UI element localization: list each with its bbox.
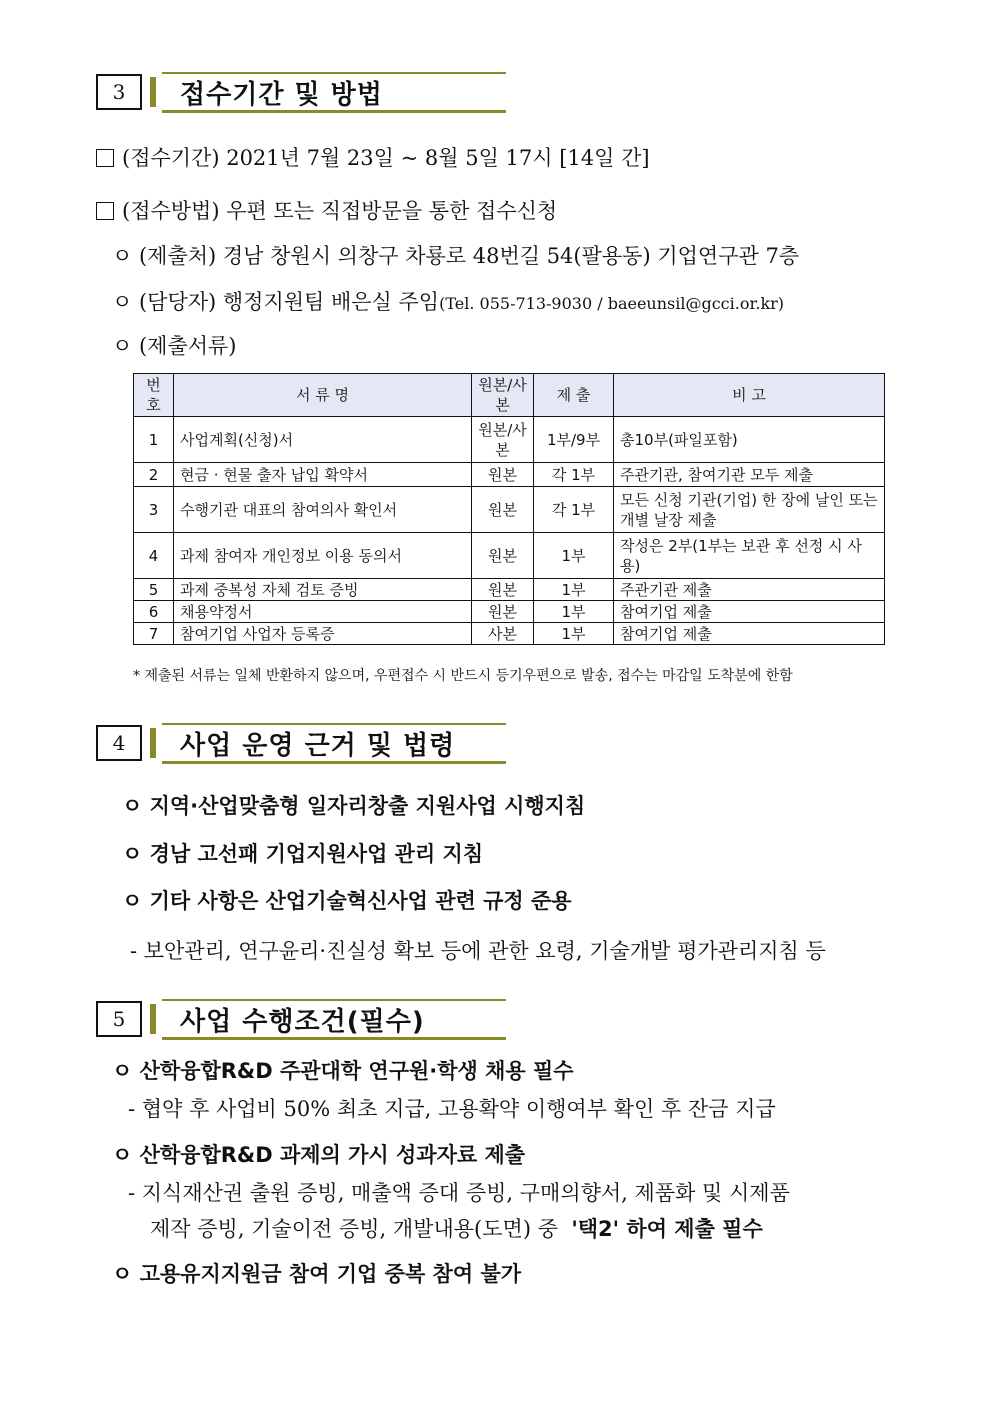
table-footnote: * 제출된 서류는 일체 반환하지 않으며, 우편접수 시 반드시 등기우편으로 발송, 접수는 마감일 도착분에 한함 [133,668,793,684]
row-type: 원본 [472,533,534,579]
row-name: 채용약정서 [174,601,472,623]
row-submit: 1부 [534,579,614,601]
section5-item1: ㅇ 산학융합R&D 주관대학 연구원·학생 채용 필수 [112,1059,574,1083]
section4-item: ㅇ 기타 사항은 산업기술혁신사업 관련 규정 준용 [122,889,572,913]
submit-place: ㅇ (제출처) 경남 창원시 의창구 차룡로 48번길 54(팔용동) 기업연구관 7층 [112,244,800,268]
section5-item2-sub1: - 지식재산권 출원 증빙, 매출액 증대 증빙, 구매의향서, 제품화 및 시제품 [128,1181,790,1205]
row-type: 원본 [472,463,534,487]
header-name: 서 류 명 [174,374,472,417]
row-submit: 1부/9부 [534,417,614,463]
section4-item: ㅇ 지역·산업맞춤형 일자리창출 지원사업 시행지침 [122,794,586,818]
section5-item2-sub2 [150,1213,763,1243]
row-type: 원본/사본 [472,417,534,463]
table-row [134,533,885,579]
sub2-emphasis: '택2' 하여 제출 필수 [571,1217,763,1241]
row-name: 수행기관 대표의 참여의사 확인서 [174,487,472,533]
section4-sub: - 보안관리, 연구윤리·진실성 확보 등에 관한 요령, 기술개발 평가관리지침 등 [130,939,826,963]
period-text: (접수기간) 2021년 7월 23일 ~ 8월 5일 17시 [14일 간] [122,146,650,170]
section-underline [162,1037,506,1040]
method-text: (접수방법) 우편 또는 직접방문을 통한 접수신청 [122,199,558,223]
row-note: 주관기관 제출 [614,579,885,601]
header-no: 번호 [134,374,174,417]
section-title: 사업 수행조건(필수) [180,1007,425,1037]
period-line [96,142,650,172]
section5-item2: ㅇ 산학융합R&D 과제의 가시 성과자료 제출 [112,1143,526,1167]
header-submit: 제 출 [534,374,614,417]
row-name: 참여기업 사업자 등록증 [174,623,472,645]
section-title: 접수기간 및 방법 [180,80,383,110]
section-overline [162,999,506,1001]
row-submit: 1부 [534,601,614,623]
table-row [134,601,885,623]
header-type: 원본/사본 [472,374,534,417]
row-note: 참여기업 제출 [614,601,885,623]
table-header-row [134,374,885,417]
row-no: 6 [134,601,174,623]
section-title: 사업 운영 근거 및 법령 [180,731,456,761]
documents-label: ㅇ (제출서류) [112,334,237,358]
section-number: 4 [96,725,142,761]
section-number: 5 [96,1001,142,1037]
row-note: 참여기업 제출 [614,623,885,645]
row-note: 총10부(파일포함) [614,417,885,463]
section4-item: ㅇ 경남 고선패 기업지원사업 관리 지침 [122,842,484,866]
section5-item3: ㅇ 고용유지지원금 참여 기업 중복 참여 불가 [112,1262,522,1286]
row-type: 원본 [472,579,534,601]
row-no: 3 [134,487,174,533]
row-submit: 각 1부 [534,487,614,533]
checkbox-square-icon [96,202,114,220]
contact-line [112,286,784,316]
row-note: 모든 신청 기관(기업) 한 장에 날인 또는 개별 날장 제출 [614,487,885,533]
row-no: 7 [134,623,174,645]
table-row [134,463,885,487]
table-row [134,487,885,533]
section5-item1-sub: - 협약 후 사업비 50% 최초 지급, 고용확약 이행여부 확인 후 잔금 지급 [128,1097,776,1121]
contact-detail: (Tel. 055-713-9030 / baeeunsil@gcci.or.kr) [439,294,785,313]
section-underline [162,110,506,113]
row-no: 2 [134,463,174,487]
section-number: 3 [96,74,142,110]
row-no: 1 [134,417,174,463]
contact-text: ㅇ (담당자) 행정지원팀 배은실 주임 [112,290,440,314]
row-submit: 1부 [534,533,614,579]
row-submit: 1부 [534,623,614,645]
row-name: 과제 중복성 자체 검토 증빙 [174,579,472,601]
row-no: 5 [134,579,174,601]
row-type: 사본 [472,623,534,645]
section-underline [162,761,506,764]
row-name: 사업계획(신청)서 [174,417,472,463]
section-overline [162,72,506,74]
section-accent-bar [150,1004,156,1034]
checkbox-square-icon [96,149,114,167]
table-row [134,417,885,463]
row-type: 원본 [472,487,534,533]
row-type: 원본 [472,601,534,623]
section-accent-bar [150,728,156,758]
row-no: 4 [134,533,174,579]
method-line [96,195,557,225]
table-row [134,623,885,645]
row-name: 과제 참여자 개인정보 이용 동의서 [174,533,472,579]
section-overline [162,723,506,725]
sub2-text: 제작 증빙, 기술이전 증빙, 개발내용(도면) 중 [150,1217,558,1241]
table-row [134,579,885,601]
row-name: 현금 · 현물 출자 납입 확약서 [174,463,472,487]
section-accent-bar [150,77,156,107]
row-note: 작성은 2부(1부는 보관 후 선정 시 사용) [614,533,885,579]
row-note: 주관기관, 참여기관 모두 제출 [614,463,885,487]
documents-table [133,373,885,645]
row-submit: 각 1부 [534,463,614,487]
header-note: 비 고 [614,374,885,417]
